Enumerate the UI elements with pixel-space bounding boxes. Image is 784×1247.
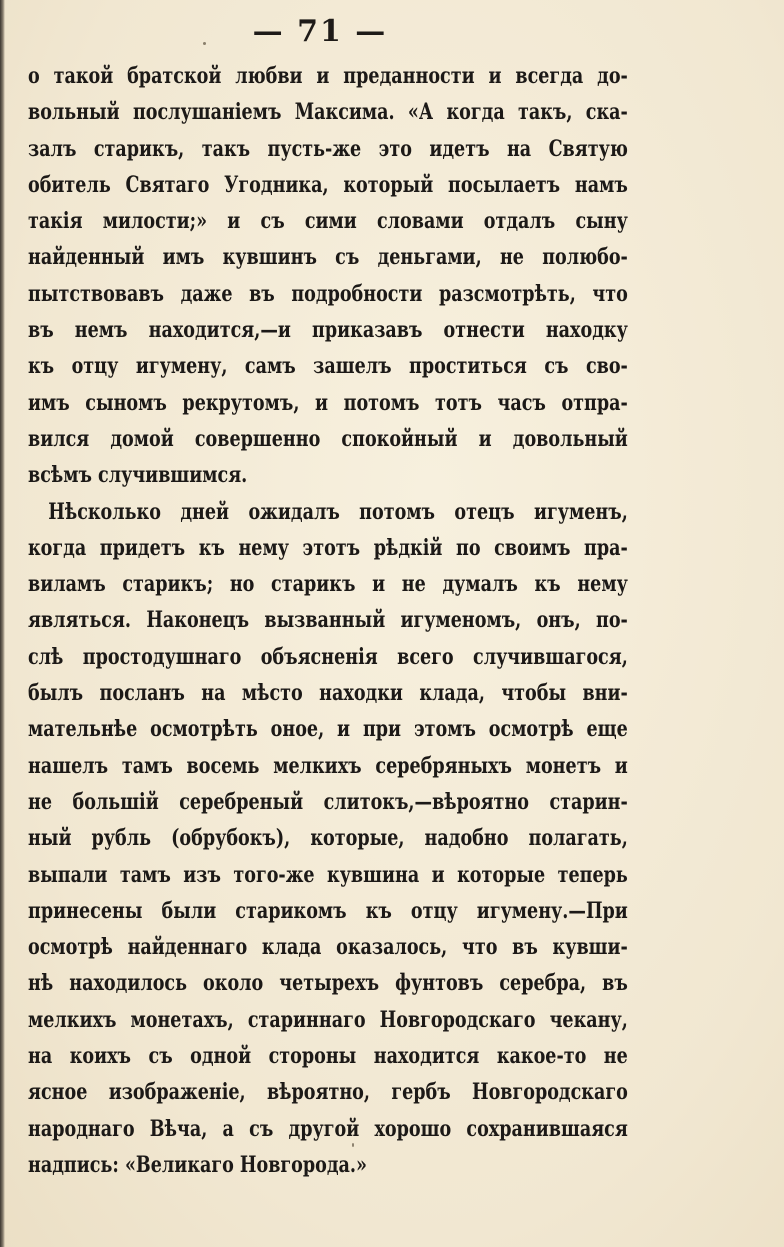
text-line: мательнѣе осмотрѣть оное, и при этомъ осмотрѣ еще	[28, 716, 628, 743]
text-line: всѣмъ случившимся.	[28, 462, 248, 489]
text-line: найденный имъ кувшинъ съ деньгами, не полюбо-	[28, 244, 628, 271]
text-line: когда придетъ къ нему этотъ рѣдкій по своимъ пра-	[28, 534, 628, 561]
text-line: надпись: «Великаго Новгорода.»	[28, 1151, 368, 1178]
text-line: нѣ находилось около четырехъ фунтовъ серебра, въ	[28, 970, 628, 997]
text-line: Нѣсколько дней ожидалъ потомъ отецъ игуменъ,	[48, 498, 628, 525]
text-line: былъ посланъ на мѣсто находки клада, чтобы вни-	[28, 680, 628, 707]
text-line: къ отцу игумену, самъ зашелъ проститься съ сво-	[28, 353, 628, 380]
text-line: нашелъ тамъ восемь мелкихъ серебряныхъ монетъ и	[28, 752, 628, 779]
text-line: о такой братской любви и преданности и всегда до-	[28, 63, 628, 89]
page-binding-edge	[0, 0, 5, 1247]
text-line: слѣ простодушнаго объясненія всего случившагося,	[28, 643, 628, 670]
text-line: мелкихъ монетахъ, стариннаго Новгородскаго чекану,	[28, 1006, 628, 1033]
paper-speck	[203, 42, 206, 45]
text-line: являться. Наконецъ вызванный игуменомъ, онъ, по-	[28, 607, 628, 634]
text-line: не большій серебреный слитокъ,—вѣроятно старин-	[28, 788, 628, 815]
text-line: залъ старикъ, такъ пусть-же это идетъ на Святую	[28, 135, 628, 162]
text-line: осмотрѣ найденнаго клада оказалось, что въ кувши-	[28, 934, 628, 961]
text-line: виламъ старикъ; но старикъ и не думалъ къ нему	[28, 571, 628, 598]
text-line: выпали тамъ изъ того-же кувшина и которые теперь	[28, 861, 628, 888]
text-line: ясное изображеніе, вѣроятно, гербъ Новгородскаго	[28, 1079, 628, 1106]
text-line: имъ сыномъ рекрутомъ, и потомъ тотъ часъ отпра-	[28, 389, 628, 416]
text-line: принесены были старикомъ къ отцу игумену.—При	[28, 897, 628, 924]
text-line: вился домой совершенно спокойный и довольный	[28, 425, 628, 452]
paper-speck	[352, 1143, 354, 1147]
text-line: на коихъ съ одной стороны находится какое-то не	[28, 1043, 628, 1070]
page-number: — 71 —	[252, 14, 388, 49]
text-line: такія милости;» и съ сими словами отдалъ сыну	[28, 208, 628, 235]
text-line: пытствовавъ даже въ подробности разсмотрѣть, что	[28, 280, 628, 307]
text-line: ный рубль (обрубокъ), которые, надобно полагать,	[28, 825, 628, 852]
text-line: вольный послушаніемъ Максима. «А когда такъ, ска-	[28, 99, 628, 126]
text-line: народнаго Вѣча, а съ другой хорошо сохранившаяся	[28, 1115, 628, 1142]
text-line: обитель Святаго Угодника, который посылаетъ намъ	[28, 171, 628, 198]
body-text	[28, 58, 628, 1183]
text-line: въ немъ находится,—и приказавъ отнести находку	[28, 317, 628, 344]
